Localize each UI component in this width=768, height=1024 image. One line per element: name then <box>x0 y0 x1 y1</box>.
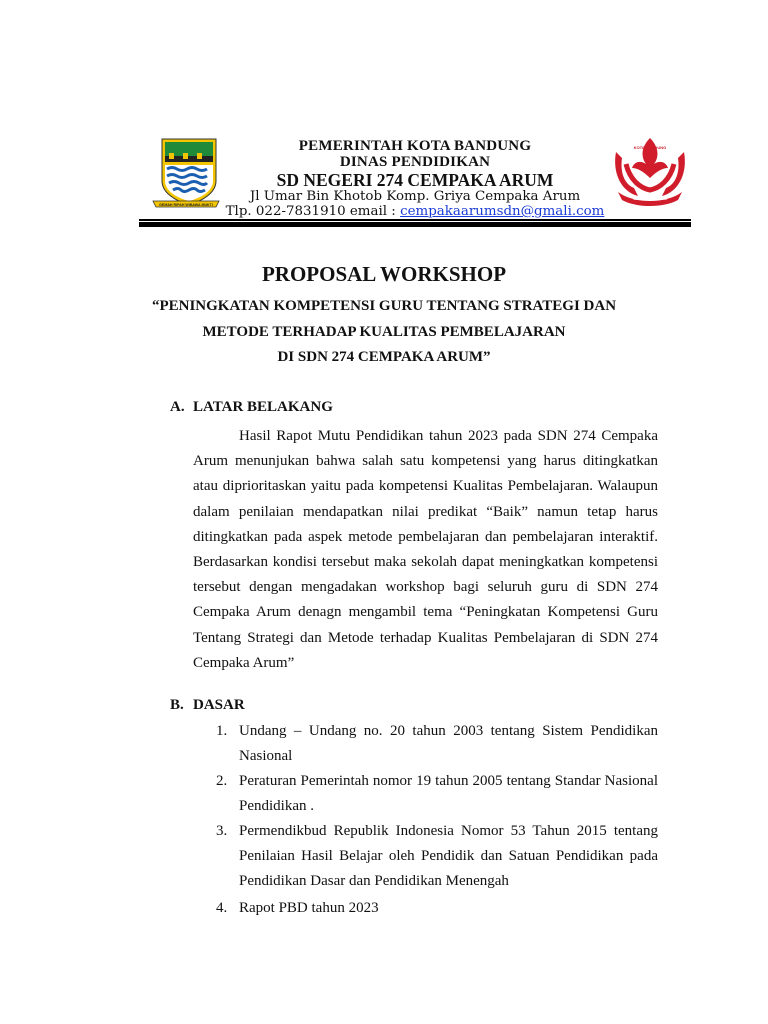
left-logo-banner-text: GEMAH RIPAH WIBAWA MUKTI <box>159 202 213 207</box>
list-item-number: 3. <box>216 823 228 839</box>
letterhead-school-name: SD NEGERI 274 CEMPAKA ARUM <box>276 170 554 190</box>
section-a-number: A. <box>170 399 185 415</box>
section-a-paragraph: Hasil Rapot Mutu Pendidikan tahun 2023 pada SDN 274 Cempaka Arum menunjukan bahwa salah satu kompetensi yang harus ditingkatkan atau diprioritaskan yaitu pada kompetensi Kualitas Pembelajaran. Walaupun dalam penilaian mendapatkan nilai predikat “Baik” namun tetap harus ditingkatkan pada aspek metode pembelajaran dan pembelajaran interaktif. Berdasarkan kondisi tersebut maka sekolah dapat meningkatkan kompetensi tersebut dengan mengadakan workshop bagi seluruh guru di SDN 274 Cempaka Arum denagn mengambil tema “Peningkatan Kompetensi Guru Tentang Strategi dan Metode terhadap Kualitas Pembelajaran di SDN 274 Cempaka Arum” <box>193 428 658 671</box>
list-item-text: Peraturan Pemerintah nomor 19 tahun 2005 tentang Standar Nasional Pendidikan . <box>239 773 658 814</box>
list-item-text: Permendikbud Republik Indonesia Nomor 53 Tahun 2015 tentang Penilaian Hasil Belajar oleh Pendidik dan Satuan Pendidikan pada Pendidikan Dasar dan Pendidikan Menengah <box>239 823 658 889</box>
letterhead-rule-thin <box>139 219 691 221</box>
document-subtitle-line-1: “PENINGKATAN KOMPETENSI GURU TENTANG STRATEGI DAN <box>151 298 617 314</box>
section-a-title: LATAR BELAKANG <box>193 399 333 415</box>
document-subtitle-line-2: METODE TERHADAP KUALITAS PEMBELAJARAN <box>202 324 566 340</box>
list-item-number: 4. <box>216 900 228 916</box>
letterhead-phone: Tlp. 022-7831910 email : <box>225 204 401 219</box>
letterhead-rule-thick <box>139 222 691 227</box>
letterhead-government: PEMERINTAH KOTA BANDUNG <box>298 138 532 154</box>
document-title: PROPOSAL WORKSHOP <box>261 262 507 286</box>
letterhead-address: Jl Umar Bin Khotob Komp. Griya Cempaka Arum <box>249 189 581 204</box>
section-b-heading <box>170 697 245 714</box>
list-item-text: Undang – Undang no. 20 tahun 2003 tentang Sistem Pendidikan Nasional <box>239 723 658 764</box>
right-logo-bottom-text: SD CEMPAKA ARUM <box>633 197 667 201</box>
letterhead-department: DINAS PENDIDIKAN <box>339 154 491 170</box>
list-item-text: Rapot PBD tahun 2023 <box>239 900 379 916</box>
letterhead-contact <box>140 204 690 219</box>
section-b-title: DASAR <box>193 697 245 713</box>
email-link[interactable]: cempakaarumsdn@gmali.com <box>400 204 605 219</box>
list-item-number: 1. <box>216 723 228 739</box>
right-logo-top-text: KOTA BANDUNG <box>633 145 667 150</box>
list-item-number: 2. <box>216 773 228 789</box>
document-subtitle-line-3: DI SDN 274 CEMPAKA ARUM” <box>277 349 491 365</box>
section-a-heading <box>170 399 333 416</box>
section-b-number: B. <box>170 697 184 713</box>
